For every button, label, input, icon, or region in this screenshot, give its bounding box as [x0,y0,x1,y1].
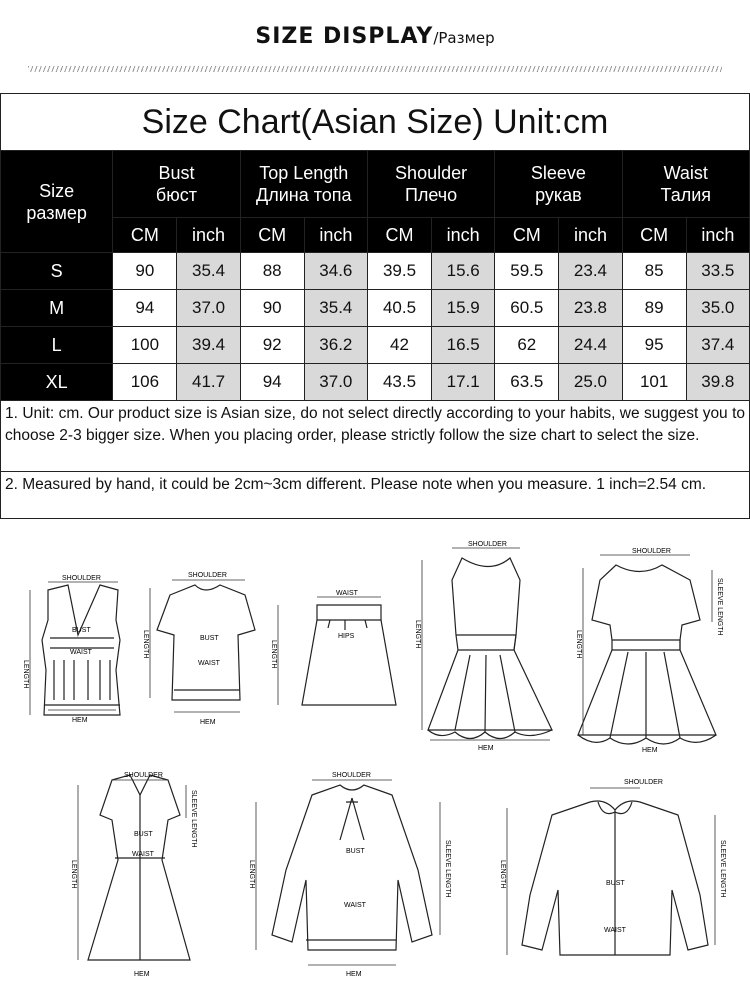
note-1: 1. Unit: cm. Our product size is Asian size, do not select directly according to your habits, we suggest you to choose 2-3 bigger size. When you placing order, please strictly follow the size chart to select the size. [0,401,750,472]
cm-value: 42 [367,327,431,364]
label-waist: WAIST [132,851,154,858]
unit-cm: CM [495,218,559,253]
cm-value: 39.5 [367,253,431,290]
label-length: LENGTH [270,640,277,669]
inch-value: 39.8 [686,364,749,401]
label-hem: HEM [642,747,658,754]
label-sleeve-length: SLEEVE LENGTH [719,840,726,898]
size-header-en: Size [39,180,75,201]
label-waist: WAIST [70,649,92,656]
label-hem: HEM [200,719,216,726]
column-header-sleeve [495,151,622,218]
label-waist: WAIST [198,660,220,667]
column-label-ru: бюст [155,185,197,205]
garment-diagrams [0,540,750,1000]
inch-value: 16.5 [432,327,495,364]
size-table [0,93,750,401]
inch-value: 33.5 [686,253,749,290]
cm-value: 43.5 [367,364,431,401]
label-waist: WAIST [604,927,626,934]
cm-value: 94 [240,364,304,401]
column-label-en: Sleeve [530,163,586,183]
skirt-diagram [302,605,396,705]
table-row [1,253,750,290]
page-subtitle: /Размер [433,29,495,47]
label-shoulder: SHOULDER [188,572,227,579]
label-waist: WAIST [344,902,366,909]
label-hem: HEM [72,717,88,724]
label-length: LENGTH [142,630,149,659]
label-shoulder: SHOULDER [62,575,101,582]
inch-value: 34.6 [304,253,367,290]
label-bust: BUST [606,880,625,887]
cm-value: 40.5 [367,290,431,327]
column-header-top-length [240,151,367,218]
label-shoulder: SHOULDER [632,548,671,555]
table-row [1,290,750,327]
column-label-ru: Плечо [404,185,458,205]
unit-cm: CM [367,218,431,253]
column-label-en: Bust [158,163,195,183]
page-header [0,24,750,49]
inch-value: 35.4 [177,253,240,290]
label-sleeve-length: SLEEVE LENGTH [716,578,723,636]
inch-value: 41.7 [177,364,240,401]
label-waist: WAIST [336,590,358,597]
label-hem: HEM [478,745,494,752]
page-title: SIZE DISPLAY [255,24,434,49]
size-header [1,151,113,253]
label-sleeve-length: SLEEVE LENGTH [444,840,451,898]
label-length: LENGTH [414,620,421,649]
inch-value: 15.6 [432,253,495,290]
inch-value: 24.4 [559,327,622,364]
label-bust: BUST [134,831,153,838]
label-length: LENGTH [22,660,29,689]
cm-value: 92 [240,327,304,364]
dashed-divider [28,66,722,72]
inch-value: 35.0 [686,290,749,327]
cm-value: 95 [622,327,686,364]
unit-inch: inch [559,218,622,253]
label-length: LENGTH [248,860,255,889]
column-header-bust [113,151,240,218]
inch-value: 35.4 [304,290,367,327]
inch-value: 37.0 [177,290,240,327]
cm-value: 63.5 [495,364,559,401]
column-label-en: Top Length [259,163,349,183]
label-hem: HEM [134,971,150,978]
unit-cm: CM [113,218,177,253]
unit-cm: CM [622,218,686,253]
inch-value: 37.4 [686,327,749,364]
size-chart [0,93,750,519]
cm-value: 90 [113,253,177,290]
label-bust: BUST [72,627,91,634]
column-header-shoulder [367,151,494,218]
table-title: Size Chart(Asian Size) Unit:cm [1,94,750,151]
shirt-dress-diagram [88,775,190,960]
size-label: S [1,253,113,290]
inch-value: 37.0 [304,364,367,401]
inch-value: 23.4 [559,253,622,290]
unit-inch: inch [177,218,240,253]
size-label: L [1,327,113,364]
cm-value: 94 [113,290,177,327]
size-header-ru: размер [26,202,87,223]
cm-value: 90 [240,290,304,327]
cm-value: 85 [622,253,686,290]
inch-value: 15.9 [432,290,495,327]
table-row [1,327,750,364]
label-hem: HEM [346,971,362,978]
inch-value: 17.1 [432,364,495,401]
label-bust: BUST [200,635,219,642]
size-label: M [1,290,113,327]
cm-value: 100 [113,327,177,364]
cm-value: 59.5 [495,253,559,290]
column-label-ru: рукав [535,185,582,205]
puff-sleeve-dress-diagram [578,565,716,744]
inch-value: 25.0 [559,364,622,401]
inch-value: 23.8 [559,290,622,327]
unit-inch: inch [304,218,367,253]
unit-cm: CM [240,218,304,253]
inch-value: 39.4 [177,327,240,364]
column-label-ru: Длина топа [256,185,352,205]
column-label-en: Shoulder [395,163,468,183]
column-label-en: Waist [663,163,708,183]
unit-inch: inch [686,218,749,253]
tshirt-diagram [157,585,255,700]
cm-value: 89 [622,290,686,327]
cm-value: 88 [240,253,304,290]
cm-value: 106 [113,364,177,401]
cm-value: 60.5 [495,290,559,327]
label-shoulder: SHOULDER [124,772,163,779]
label-hips: HIPS [338,633,355,640]
inch-value: 36.2 [304,327,367,364]
label-length: LENGTH [499,860,506,889]
label-length: LENGTH [575,630,582,659]
table-row [1,364,750,401]
label-bust: BUST [346,848,365,855]
size-label: XL [1,364,113,401]
note-2: 2. Measured by hand, it could be 2cm~3cm different. Please note when you measure. 1 inch=2.54 cm. [0,472,750,519]
cm-value: 101 [622,364,686,401]
column-header-waist [622,151,749,218]
label-shoulder: SHOULDER [332,772,371,779]
sleeveless-dress-diagram [428,558,552,739]
label-shoulder: SHOULDER [624,779,663,786]
cm-value: 62 [495,327,559,364]
label-length: LENGTH [70,860,77,889]
label-shoulder: SHOULDER [468,541,507,548]
bow-blouse-diagram [272,785,432,950]
unit-inch: inch [432,218,495,253]
label-sleeve-length: SLEEVE LENGTH [190,790,197,848]
column-label-ru: Талия [660,185,712,205]
